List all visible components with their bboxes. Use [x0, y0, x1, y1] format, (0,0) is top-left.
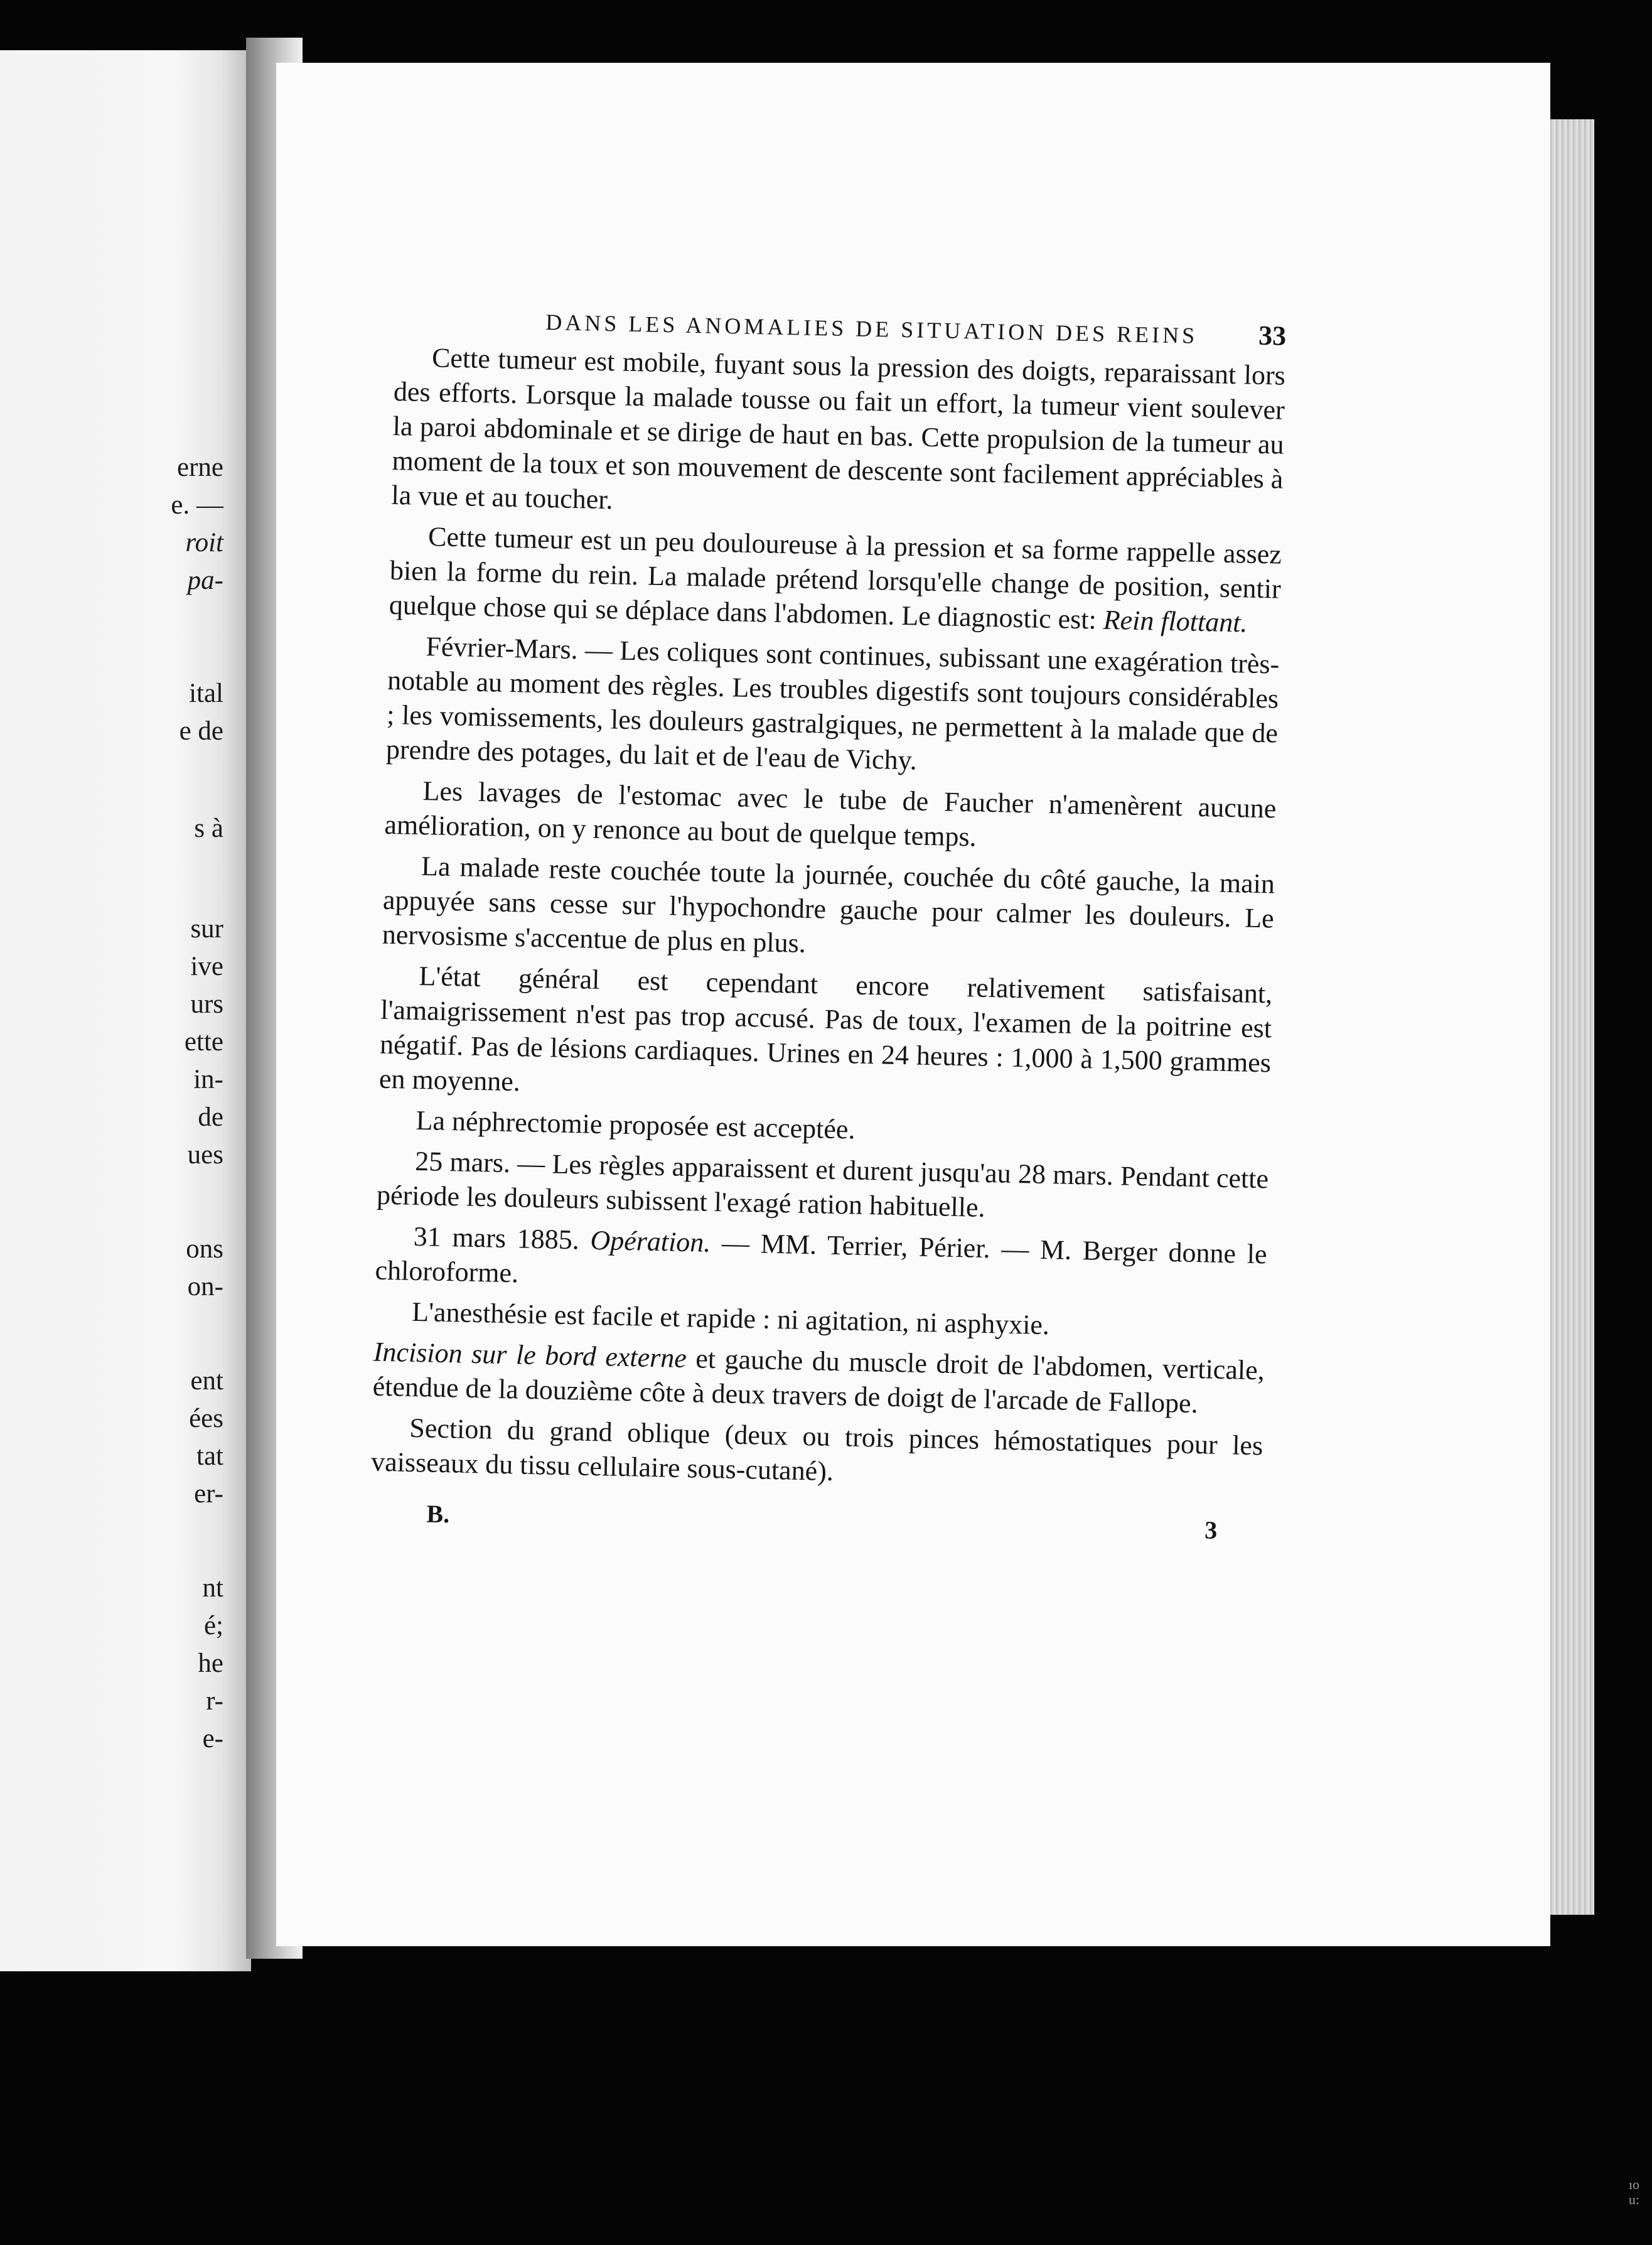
- left-page-fragment: pa-: [187, 566, 223, 595]
- left-page-fragment: er-: [194, 1479, 223, 1509]
- paragraph: La néphrectomie proposée est acceptée.: [416, 1104, 856, 1145]
- paragraph: L'anesthésie est facile et rapide : ni agitation, ni asphyxie.: [411, 1296, 1050, 1341]
- left-page-fragment: erne: [177, 453, 223, 482]
- paragraph-text: et gauche du muscle droit de l'abdomen, verticale, étendue de la douzième côte à deux travers de doigt de l'arcade de Fallope.: [372, 1343, 1265, 1419]
- paragraph-text: Cette tumeur est un peu douloureuse à la pression et sa forme rappelle assez bien la forme du rein. La malade prétend lorsqu'elle change de position, sentir quelque chose qui se déplace dans l'abdomen. Le diagnostic est:: [389, 521, 1282, 635]
- signature-mark: B.: [426, 1499, 450, 1529]
- incision-italic: Incision sur le bord externe: [373, 1336, 687, 1374]
- paragraph: [372, 1335, 1265, 1423]
- left-page-fragment: e de: [179, 716, 223, 746]
- paragraph: 25 mars. — Les règles apparaissent et durent jusqu'au 28 mars. Pendant cette période les douleurs subissent l'exagé ration habituelle.: [376, 1145, 1269, 1223]
- left-page-fragment: ons: [186, 1234, 223, 1264]
- left-page-fragment: de: [198, 1102, 223, 1132]
- left-page-fragment: ent: [190, 1366, 223, 1396]
- left-page-fragment: ette: [184, 1027, 223, 1057]
- left-page-fragment: ées: [189, 1404, 223, 1433]
- left-page-fragment: ital: [189, 679, 223, 708]
- left-page-fragment: sur: [190, 914, 223, 944]
- left-page-fragment: roit: [185, 528, 223, 557]
- page-text-block: [370, 301, 1287, 1546]
- sheet-number: 3: [1204, 1516, 1218, 1544]
- left-page-fragment: urs: [190, 989, 223, 1019]
- left-page-fragment: r-: [206, 1686, 223, 1716]
- paragraph: Février-Mars. — Les coliques sont continues, subissant une exagération très-notable au moment des règles. Les troubles digestifs sont toujours considérables ; les vomissements, les douleurs gastralgiques, ne permettent à la malade que de prendre des potages, du lait et de l'eau de Vichy.: [385, 631, 1280, 776]
- running-title: DANS LES ANOMALIES DE SITUATION DES REINS: [545, 310, 1198, 348]
- left-page-fragment: nt: [202, 1573, 223, 1603]
- left-page-fragment: e-: [202, 1724, 223, 1753]
- paragraph: Cette tumeur est mobile, fuyant sous la pression des doigts, reparaissant lors des efforts. Lorsque la malade tousse ou fait un effort, la tumeur vient soulever la paroi abdominale et se dirige de haut en bas. Cette propulsion de la tumeur au moment de la toux et son mouvement de descente sont facilement appréciables à la vue et au toucher.: [391, 342, 1286, 515]
- left-facing-page: [0, 50, 251, 1971]
- left-page-fragment: he: [198, 1649, 223, 1678]
- left-page-fragment: é;: [203, 1611, 223, 1640]
- paragraph: Les lavages de l'estomac avec le tube de Faucher n'amenèrent aucune amélioration, on y renonce au bout de quelque temps.: [384, 775, 1277, 853]
- corner-mark: ıo u:: [1628, 2177, 1639, 2207]
- left-page-fragment: on-: [187, 1272, 223, 1301]
- left-page-fragment: tat: [196, 1441, 223, 1471]
- page-number: 33: [1258, 320, 1287, 352]
- left-page-text-fragments: [0, 50, 251, 1971]
- paragraph-text: 31 mars 1885.: [413, 1220, 591, 1256]
- paragraph: L'état général est cependant encore relativement satisfaisant, l'amaigrissement n'est pas trop accusé. Pas de toux, l'examen de la poitrine est négatif. Pas de lésions cardiaques. Urines en 24 heures : 1,000 à 1,500 grammes en moyenne.: [378, 961, 1273, 1097]
- paragraph: Section du grand oblique (deux ou trois pinces hémostatiques pour les vaisseaux du tissu cellulaire sous-cutané).: [370, 1412, 1263, 1487]
- paragraph: [389, 519, 1282, 641]
- diagnosis-italic: Rein flottant.: [1103, 604, 1248, 638]
- left-page-fragment: e. —: [171, 490, 223, 520]
- left-page-fragment: ues: [187, 1140, 223, 1170]
- operation-italic: Opération.: [590, 1224, 711, 1258]
- paragraph: [375, 1219, 1267, 1306]
- left-page-fragment: s à: [194, 814, 223, 843]
- paragraph-text: — MM. Terrier, Périer. — M. Berger donne le chloroforme.: [375, 1227, 1268, 1289]
- paragraph: La malade reste couchée toute la journée, couchée du côté gauche, la main appuyée sans cesse sur l'hypochondre gauche pour calmer les douleurs. Le nervosisme s'accentue de plus en plus.: [382, 851, 1275, 959]
- left-page-fragment: ive: [190, 952, 223, 981]
- left-page-fragment: in-: [193, 1065, 223, 1094]
